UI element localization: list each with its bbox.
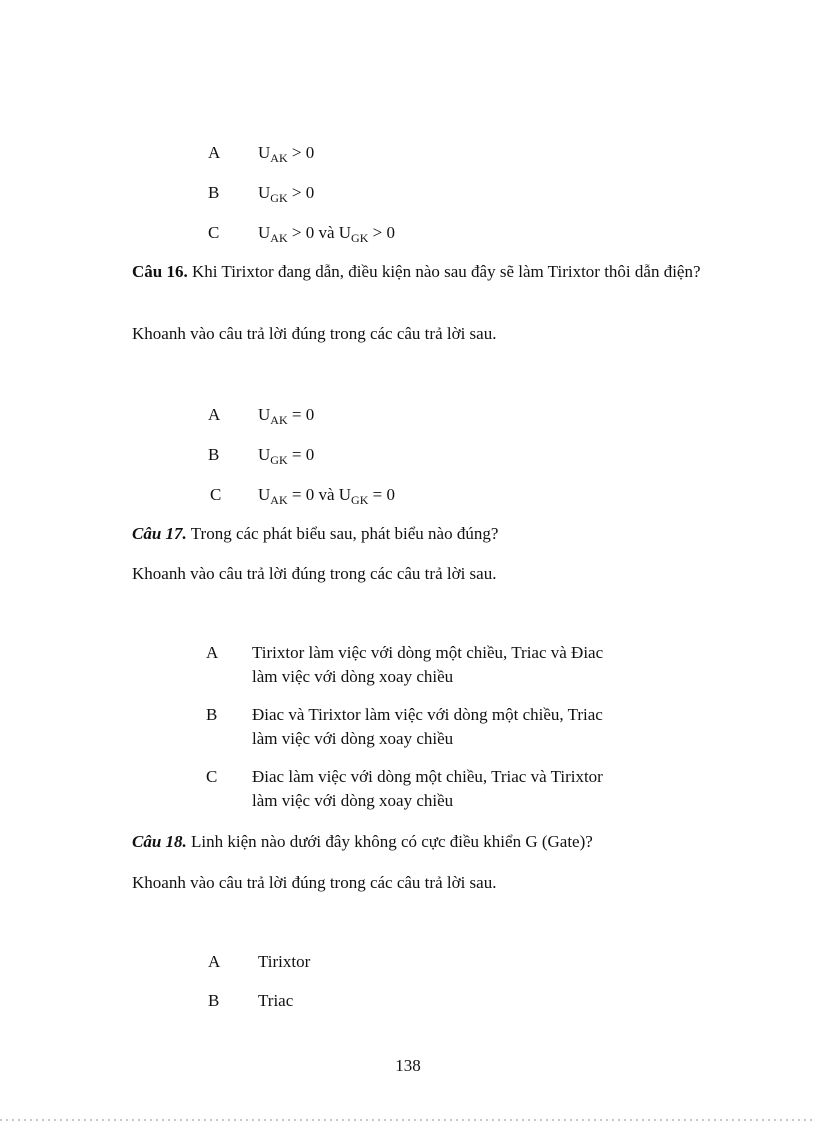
option-text: Điac và Tirixtor làm việc với dòng một chiều, Triac làm việc với dòng xoay chiều xyxy=(252,705,603,748)
question-number: Câu 18. xyxy=(132,832,187,851)
option-label: A xyxy=(208,143,221,162)
page-number: 138 xyxy=(395,1056,421,1075)
option-text: $U_{AK} = 0$ xyxy=(258,405,315,427)
option-label: B xyxy=(208,445,220,464)
option-label: A xyxy=(208,952,221,971)
page-bottom-edge xyxy=(0,1119,816,1121)
question-16 xyxy=(132,261,718,283)
option-label: A xyxy=(206,643,219,662)
option-text: Tirixtor xyxy=(258,952,311,971)
question-text: Linh kiện nào dưới đây không có cực điều khiển G (Gate)? xyxy=(186,832,593,851)
q18-instruction: Khoanh vào câu trả lời đúng trong các câu trả lời sau. xyxy=(132,873,497,892)
option-label: C xyxy=(206,767,218,786)
question-number: Câu 17. xyxy=(132,524,187,543)
option-text: $U_{AK} = 0$ và $U_{GK} = 0$ xyxy=(258,485,395,507)
option-text: Tirixtor làm việc với dòng một chiều, Triac và Điac làm việc với dòng xoay chiều xyxy=(252,643,604,686)
option-label: A xyxy=(208,405,221,424)
question-text: Khi Tirixtor đang dẫn, điều kiện nào sau đây sẽ làm Tirixtor thôi dẫn điện? xyxy=(187,262,701,281)
question-18 xyxy=(132,831,718,853)
question-number: Câu 16. xyxy=(132,262,188,281)
option-text: $U_{AK} > 0$ và $U_{GK} > 0$ xyxy=(258,223,395,245)
option-label: B xyxy=(208,991,220,1010)
option-text: Điac làm việc với dòng một chiều, Triac và Tirixtor làm việc với dòng xoay chiều xyxy=(252,767,603,810)
q16-instruction: Khoanh vào câu trả lời đúng trong các câu trả lời sau. xyxy=(132,324,497,343)
q17-instruction: Khoanh vào câu trả lời đúng trong các câu trả lời sau. xyxy=(132,564,497,583)
question-17 xyxy=(132,523,718,545)
option-label: B xyxy=(208,183,220,202)
option-label: C xyxy=(210,485,222,504)
option-text: Triac xyxy=(258,991,294,1010)
option-text: $U_{GK} > 0$ xyxy=(258,183,315,205)
option-text: $U_{AK} > 0$ xyxy=(258,143,315,165)
option-text: $U_{GK} = 0$ xyxy=(258,445,315,467)
option-label: B xyxy=(206,705,218,724)
question-text: Trong các phát biểu sau, phát biểu nào đúng? xyxy=(186,524,499,543)
option-label: C xyxy=(208,223,220,242)
